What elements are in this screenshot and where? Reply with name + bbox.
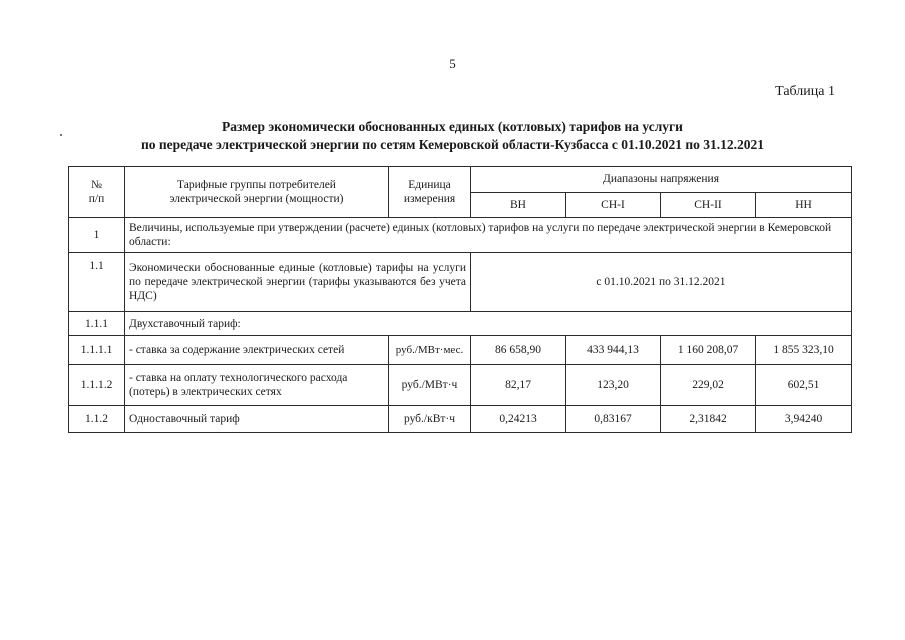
row-period: с 01.10.2021 по 31.12.2021	[471, 253, 852, 312]
header-group: Тарифные группы потребителей электрической энергии (мощности)	[125, 167, 389, 218]
row-text: - ставка за содержание электрических сетей	[125, 336, 389, 365]
document-title	[0, 118, 905, 154]
row-num: 1.1.2	[69, 406, 125, 433]
row-value-sn2: 1 160 208,07	[661, 336, 756, 365]
row-value-sn2: 2,31842	[661, 406, 756, 433]
header-unit: Единица измерения	[389, 167, 471, 218]
page-number: 5	[449, 56, 456, 71]
table-label: Таблица 1	[775, 84, 835, 99]
row-value-nn: 602,51	[756, 365, 852, 406]
row-value-sn2: 229,02	[661, 365, 756, 406]
table-row	[69, 218, 852, 253]
table-row	[69, 406, 852, 433]
row-num: 1.1.1.1	[69, 336, 125, 365]
row-value-nn: 1 855 323,10	[756, 336, 852, 365]
row-unit: руб./кВт·ч	[389, 406, 471, 433]
table-row	[69, 336, 852, 365]
row-text: Одноставочный тариф	[125, 406, 389, 433]
header-level-vn: ВН	[471, 192, 566, 218]
row-unit: руб./МВт·ч	[389, 365, 471, 406]
row-value-sn1: 433 944,13	[566, 336, 661, 365]
table-row	[69, 253, 852, 312]
row-num: 1.1.1	[69, 312, 125, 336]
table-header-row-1	[69, 167, 852, 193]
header-level-nn: НН	[756, 192, 852, 218]
title-line-2: по передаче электрической энергии по сетям Кемеровской области-Кузбасса с 01.10.2021 по 31.12.2021	[140, 137, 765, 152]
row-text: Величины, используемые при утверждении (расчете) единых (котловых) тарифов на услуги по передаче электрической энергии в Кемеровской области:	[125, 218, 852, 253]
tariff-table	[68, 166, 852, 433]
row-text: - ставка на оплату технологического расхода (потерь) в электрических сетях	[125, 365, 389, 406]
header-level-sn1: СН-I	[566, 192, 661, 218]
table-row	[69, 365, 852, 406]
row-value-vn: 82,17	[471, 365, 566, 406]
table-row	[69, 312, 852, 336]
row-text: Экономически обоснованные единые (котловые) тарифы на услуги по передаче электрической энергии (тарифы указываются без учета НДС)	[125, 253, 471, 312]
row-num: 1	[69, 218, 125, 253]
row-value-vn: 86 658,90	[471, 336, 566, 365]
row-value-sn1: 123,20	[566, 365, 661, 406]
row-text: Двухставочный тариф:	[125, 312, 852, 336]
row-value-sn1: 0,83167	[566, 406, 661, 433]
header-level-sn2: СН-II	[661, 192, 756, 218]
row-num: 1.1.1.2	[69, 365, 125, 406]
header-voltage-ranges: Диапазоны напряжения	[471, 167, 852, 193]
row-value-vn: 0,24213	[471, 406, 566, 433]
title-line-1: Размер экономически обоснованных единых (котловых) тарифов на услуги	[222, 119, 683, 134]
header-num: № п/п	[69, 167, 125, 218]
row-num: 1.1	[69, 253, 125, 312]
row-unit: руб./МВт·мес.	[389, 336, 471, 365]
row-value-nn: 3,94240	[756, 406, 852, 433]
